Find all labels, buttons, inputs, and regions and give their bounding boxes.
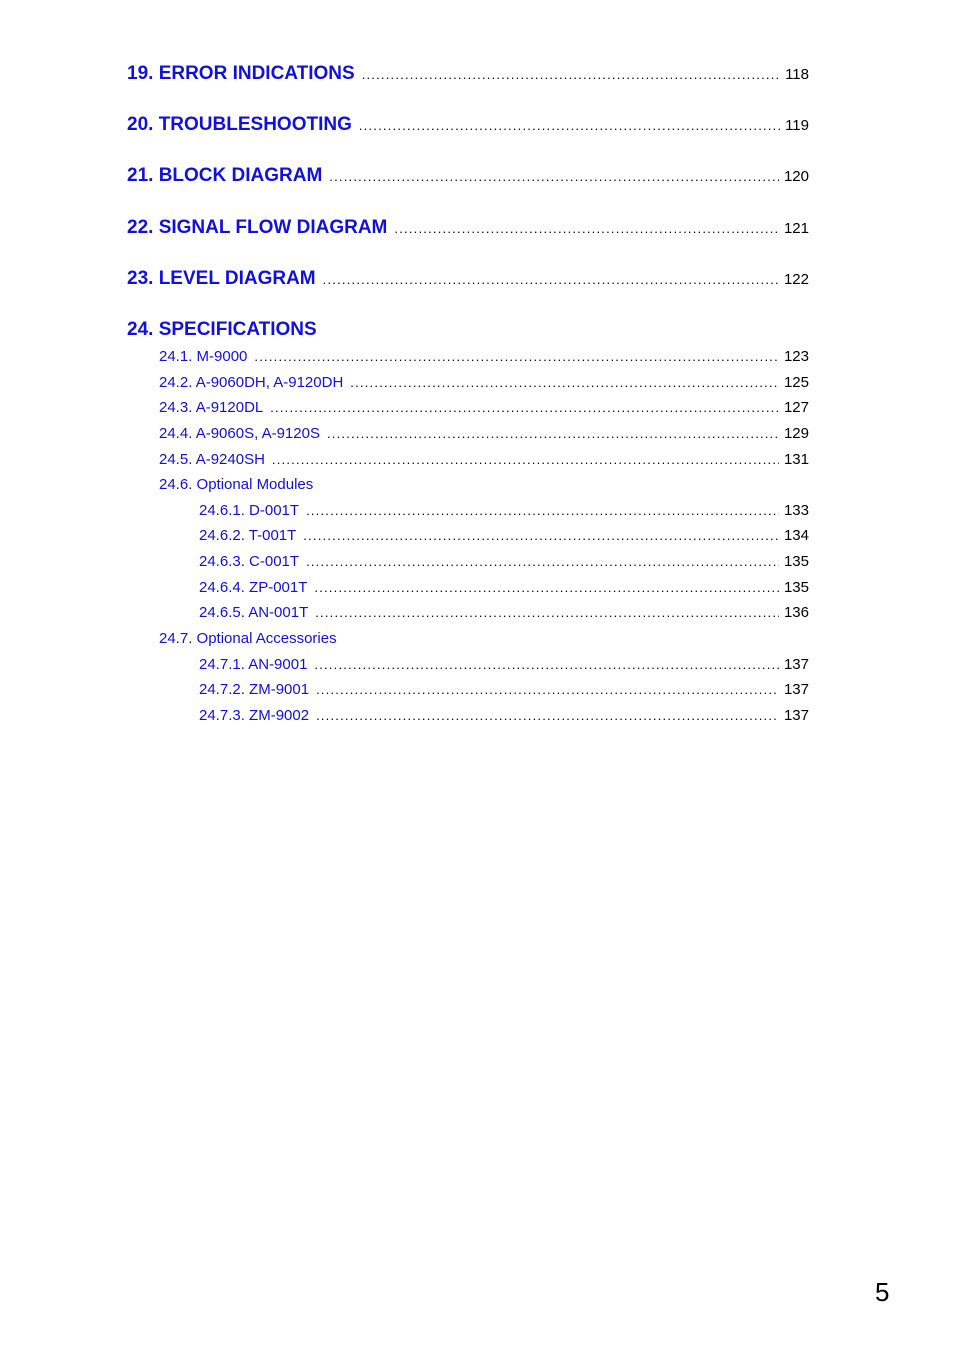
dot-leader: [329, 169, 779, 184]
dot-leader: [314, 657, 779, 672]
toc-entry-page: 121: [783, 220, 809, 237]
toc-entry-block-diagram[interactable]: [127, 165, 809, 187]
toc-entry-an-9001[interactable]: [199, 656, 809, 673]
toc-entry-optional-accessories[interactable]: [159, 630, 809, 647]
toc-entry-t-001t[interactable]: [199, 527, 809, 544]
toc-entry-page: 133: [783, 502, 809, 519]
toc-entry-title: 24.2. A-9060DH, A-9120DH: [159, 374, 344, 391]
dot-leader: [327, 426, 779, 441]
dot-leader: [323, 272, 779, 287]
dot-leader: [270, 400, 779, 415]
toc-entry-page: 135: [783, 579, 809, 596]
toc-entry-troubleshooting[interactable]: [127, 114, 809, 136]
toc-entry-page: 135: [783, 553, 809, 570]
toc-entry-specifications[interactable]: [127, 319, 809, 341]
toc-entry-page: 122: [783, 271, 809, 288]
dot-leader: [394, 221, 779, 236]
dot-leader: [254, 349, 779, 364]
toc-entry-title: 24.6. Optional Modules: [159, 476, 314, 493]
toc-entry-c-001t[interactable]: [199, 553, 809, 570]
toc-entry-level-diagram[interactable]: [127, 268, 809, 290]
toc-entry-title: 24. SPECIFICATIONS: [127, 319, 317, 340]
toc-entry-page: 136: [783, 604, 809, 621]
toc-entry-title: 24.6.1. D-001T: [199, 502, 300, 519]
toc-entry-title: 24.4. A-9060S, A-9120S: [159, 425, 320, 442]
toc-entry-title: 22. SIGNAL FLOW DIAGRAM: [127, 217, 388, 238]
toc-entry-a-9060s-a-9120s[interactable]: [159, 425, 809, 442]
toc-entry-page: 131: [783, 451, 809, 468]
toc-entry-title: 24.6.3. C-001T: [199, 553, 300, 570]
toc-entry-title: 24.1. M-9000: [159, 348, 248, 365]
toc-entry-page: 137: [783, 707, 809, 724]
toc-entry-page: 129: [783, 425, 809, 442]
toc-entry-page: 125: [783, 374, 809, 391]
toc-entry-zm-9002[interactable]: [199, 707, 809, 724]
toc-entry-a-9240sh[interactable]: [159, 451, 809, 468]
toc-entry-error-indications[interactable]: [127, 63, 809, 85]
dot-leader: [303, 528, 779, 543]
toc-entry-m-9000[interactable]: [159, 348, 809, 365]
toc-entry-zp-001t[interactable]: [199, 579, 809, 596]
toc-entry-page: 120: [783, 168, 809, 185]
toc-entry-title: 24.6.5. AN-001T: [199, 604, 309, 621]
dot-leader: [272, 452, 779, 467]
toc-entry-a-9060dh-a-9120dh[interactable]: [159, 374, 809, 391]
toc-entry-title: 24.5. A-9240SH: [159, 451, 265, 468]
page-number: 5: [875, 1277, 890, 1307]
toc-entry-optional-modules[interactable]: [159, 476, 809, 493]
toc-entry-a-9120dl[interactable]: [159, 399, 809, 416]
toc-entry-title: 24.7.2. ZM-9001: [199, 681, 310, 698]
toc-entry-title: 24.7. Optional Accessories: [159, 630, 337, 647]
toc-entry-page: 119: [785, 117, 809, 134]
dot-leader: [362, 67, 780, 82]
dot-leader: [306, 554, 779, 569]
dot-leader: [316, 708, 779, 723]
toc-entry-page: 127: [783, 399, 809, 416]
dot-leader: [314, 580, 779, 595]
dot-leader: [350, 375, 779, 390]
dot-leader: [315, 605, 779, 620]
toc-entry-title: 24.7.1. AN-9001: [199, 656, 308, 673]
toc-entry-d-001t[interactable]: [199, 502, 809, 519]
toc-entry-title: 24.6.4. ZP-001T: [199, 579, 308, 596]
toc-entry-title: 23. LEVEL DIAGRAM: [127, 268, 316, 289]
toc-entry-title: 19. ERROR INDICATIONS: [127, 63, 355, 84]
toc-entry-title: 24.3. A-9120DL: [159, 399, 264, 416]
toc-entry-title: 21. BLOCK DIAGRAM: [127, 165, 323, 186]
toc-entry-title: 20. TROUBLESHOOTING: [127, 114, 352, 135]
toc-entry-zm-9001[interactable]: [199, 681, 809, 698]
dot-leader: [306, 503, 779, 518]
toc-entry-page: 137: [783, 681, 809, 698]
toc-entry-page: 137: [783, 656, 809, 673]
toc-entry-title: 24.6.2. T-001T: [199, 527, 297, 544]
dot-leader: [359, 118, 780, 133]
toc-entry-an-001t[interactable]: [199, 604, 809, 621]
toc-entry-title: 24.7.3. ZM-9002: [199, 707, 310, 724]
toc-entry-signal-flow-diagram[interactable]: [127, 217, 809, 239]
dot-leader: [316, 682, 779, 697]
toc-entry-page: 123: [783, 348, 809, 365]
toc-entry-page: 134: [783, 527, 809, 544]
toc-entry-page: 118: [785, 66, 809, 83]
